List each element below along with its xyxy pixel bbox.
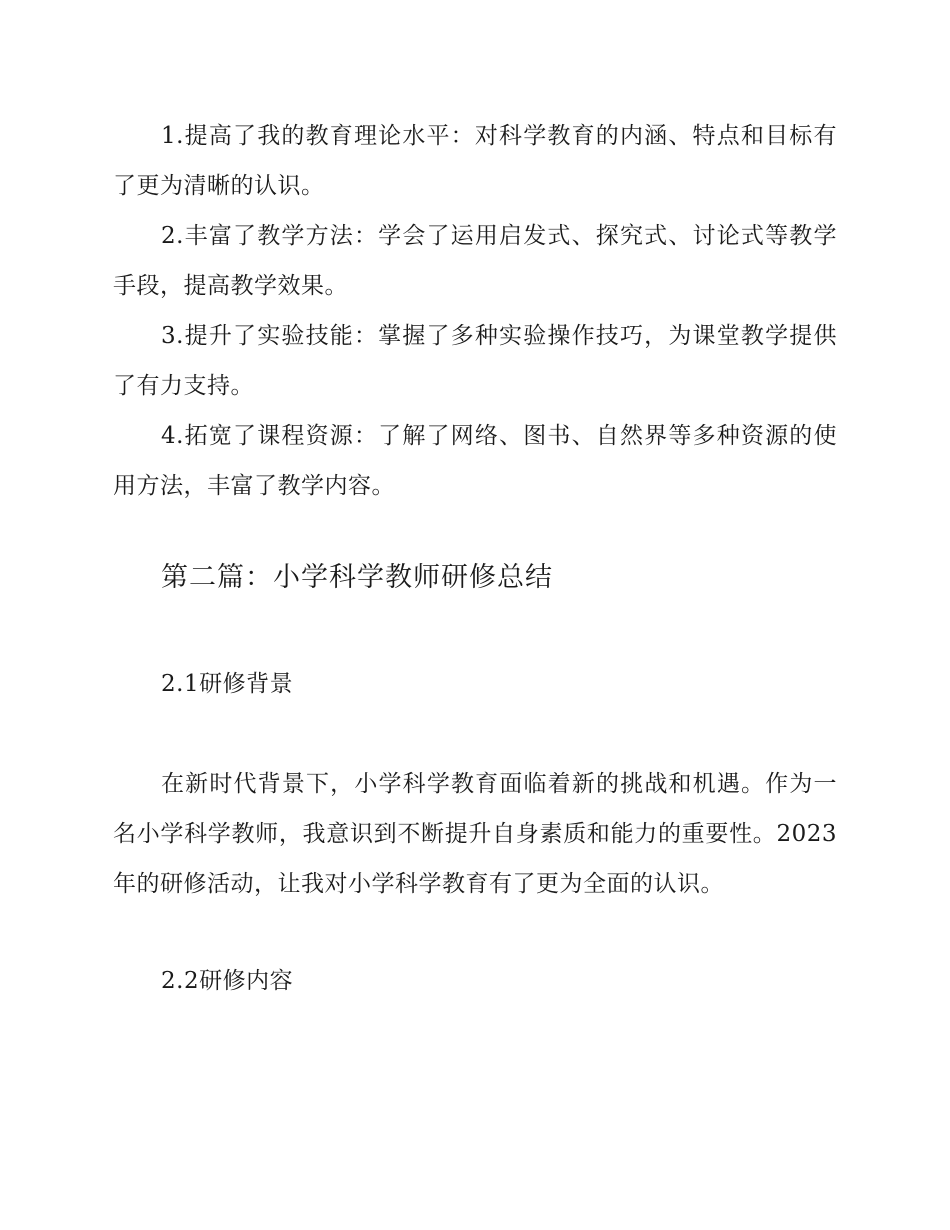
list-item: 1.提高了我的教育理论水平：对科学教育的内涵、特点和目标有了更为清晰的认识。 xyxy=(113,123,837,199)
chapter-title: 第二篇：小学科学教师研修总结 xyxy=(161,562,553,593)
background-section xyxy=(113,759,837,909)
list-item: 4.拓宽了课程资源：了解了网络、图书、自然界等多种资源的使用方法，丰富了教学内容。 xyxy=(113,423,837,499)
section-title-background: 2.1研修背景 xyxy=(161,671,294,697)
outcomes-list xyxy=(113,111,837,511)
section-title-content: 2.2研修内容 xyxy=(161,968,294,994)
list-item: 3.提升了实验技能：掌握了多种实验操作技巧，为课堂教学提供了有力支持。 xyxy=(113,323,837,399)
background-paragraph: 在新时代背景下，小学科学教育面临着新的挑战和机遇。作为一名小学科学教师，我意识到不断提升自身素质和能力的重要性。2023年的研修活动，让我对小学科学教育有了更为全面的认识。 xyxy=(113,771,837,897)
list-item: 2.丰富了教学方法：学会了运用启发式、探究式、讨论式等教学手段，提高教学效果。 xyxy=(113,223,837,299)
